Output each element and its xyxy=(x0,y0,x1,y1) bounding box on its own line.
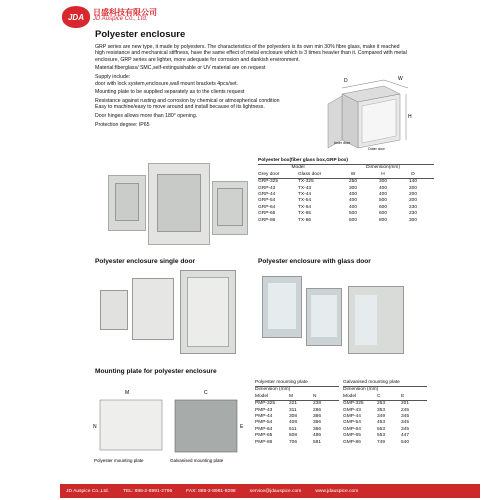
section-mounting-plate: Mounting plate for polyester enclosure xyxy=(95,368,217,375)
table-cell: 201 xyxy=(401,401,410,407)
caption-galvanised-plate: Galvanised mounting plate xyxy=(170,458,224,463)
label-m: M xyxy=(125,390,130,396)
table-cell: GRP-43 xyxy=(258,185,276,191)
table-cell: 386 xyxy=(313,414,322,420)
table-cell: 500 xyxy=(348,211,357,217)
table-cell: 553 xyxy=(377,433,386,439)
table-cell: PMP-325 xyxy=(255,401,275,407)
company-name-cn: 日盛科技有限公司 xyxy=(93,8,157,17)
table-subheader-row: Grey door Glass door W H D xyxy=(258,172,434,179)
table-cell: GRP-65 xyxy=(258,211,276,217)
table-row xyxy=(343,440,427,446)
table-title: Polyester box(fiber glass box,GRP box) xyxy=(258,158,434,165)
table-cell: 553 xyxy=(377,426,386,432)
enclosure-photo-3 xyxy=(212,181,248,235)
table-cell: 200 xyxy=(408,192,417,198)
table-cell: 400 xyxy=(348,192,357,198)
table-cell: PMP-65 xyxy=(255,433,273,439)
galvanised-plate xyxy=(175,400,237,452)
table-cell: 238 xyxy=(313,401,322,407)
table-cell: 540 xyxy=(401,439,410,445)
label-d: D xyxy=(344,78,348,84)
table-cell: 486 xyxy=(313,433,322,439)
enclosure-photo-1 xyxy=(108,175,146,231)
table-cell: 581 xyxy=(313,439,322,445)
table-row xyxy=(255,440,339,446)
table-cell: GMP-43 xyxy=(343,407,361,413)
table-cell: TX-325 xyxy=(298,179,314,185)
section-single-door: Polyester enclosure single door xyxy=(95,258,196,265)
caption-polyester-plate: Polyester mounting plate xyxy=(94,458,144,463)
table-cell: 511 xyxy=(289,426,297,432)
footer-fax: FAX: 886-2-8991-9298 xyxy=(186,488,236,494)
table-cell: 386 xyxy=(313,426,322,432)
table-cell: 386 xyxy=(313,420,322,426)
footer-company: JD Auspice Co.,Ltd. xyxy=(66,488,109,494)
label-h: H xyxy=(408,114,412,120)
table-cell: 230 xyxy=(408,211,417,217)
footer-tel: TEL: 886-2-8991-2796 xyxy=(122,488,173,494)
company-logo: JDA xyxy=(62,6,90,28)
table-cell: TX-65 xyxy=(298,211,312,217)
table2-header-row: Model M N xyxy=(255,394,339,401)
table-cell: PMP-86 xyxy=(255,439,273,445)
table-cell: 263 xyxy=(377,401,386,407)
table-cell: PMP-44 xyxy=(255,414,273,420)
table-cell: GRP-54 xyxy=(258,198,276,204)
table-cell: GMP-86 xyxy=(343,439,361,445)
table-cell: GMP-65 xyxy=(343,433,361,439)
table-cell: 749 xyxy=(377,439,386,445)
table-cell: PMP-54 xyxy=(255,420,273,426)
table-cell: 300 xyxy=(348,185,357,191)
footer-email[interactable]: service@jdauspice.com xyxy=(249,488,302,494)
table-cell: 349 xyxy=(377,414,386,420)
table-cell: TX-64 xyxy=(298,204,312,210)
glass-door-photo-group xyxy=(262,272,407,362)
table-cell: TX-86 xyxy=(298,217,312,223)
table-cell: 408 xyxy=(289,420,298,426)
intro-paragraph: GRP series are new type, it made by polyesters. The characteristics of the polyesters is its own min 30% fibre glass, make it reached high resistance and mechanical stiffness, have the same effect of metal enclosure which is 3 times heavier than it. Compared with metal enclosure, GRP series are lighter, more adequate for corrosion and dankish environment. xyxy=(95,44,407,63)
intro-resistance: Resistance against rusting and corrosion by chemical or atmospherical condition Easy to machine/easy to move around and install because of its lightness. xyxy=(95,98,280,111)
table-cell: 311 xyxy=(289,407,297,413)
table-cell: 706 xyxy=(289,439,298,445)
footer-web[interactable]: www.jdauspice.com xyxy=(315,488,359,494)
label-n: N xyxy=(93,424,97,430)
table-cell: 300 xyxy=(408,217,417,223)
page-title: Polyester enclosure xyxy=(95,29,186,40)
intro-supply: door with lock system,enclosure,wall mount brackets 4pcs/set. xyxy=(95,80,239,87)
table-cell: GMP-325 xyxy=(343,401,364,407)
label-e: E xyxy=(240,424,244,430)
galvanised-plate-table: Galvanised mounting plate Dimension (mm) Model C E GMP-325 263 201 GMP-43 353 245 GMP-44 349 345 GMP-54 453 345 GMP-64 553 345 GMP-65 553 447 GMP-86 749 540 xyxy=(343,380,427,446)
enclosure-dimension-diagram xyxy=(322,66,442,156)
table-cell: GMP-54 xyxy=(343,420,361,426)
table-cell: 453 xyxy=(377,420,386,426)
footer-bar xyxy=(60,484,480,498)
table-cell: 353 xyxy=(377,407,386,413)
table-cell: GRP-325 xyxy=(258,179,278,185)
polyester-plate-table: Polyester mounting plate Dimension (mm) Model M N PMP-325 221 238 PMP-43 311 286 PMP-44 308 386 PMP-54 408 386 PMP-64 511 386 PMP-65 508 486 PMP-86 706 581 xyxy=(255,380,339,446)
table-cell: TX-44 xyxy=(298,192,312,198)
label-c: C xyxy=(204,390,208,396)
table-cell: 200 xyxy=(408,198,417,204)
table-cell: 230 xyxy=(408,204,417,210)
table-cell: 447 xyxy=(401,433,410,439)
table-cell: 345 xyxy=(401,426,410,432)
table-cell: 400 xyxy=(378,192,387,198)
table-cell: GRP-44 xyxy=(258,192,276,198)
table-cell: 300 xyxy=(378,179,387,185)
table-cell: GMP-64 xyxy=(343,426,361,432)
polyester-plate xyxy=(100,400,162,450)
intro-hinges: Door hinges allows more than 180° opening. xyxy=(95,113,198,120)
polyester-box-table xyxy=(258,158,434,224)
enclosure-photo-group xyxy=(100,163,250,251)
table-cell: 200 xyxy=(408,185,417,191)
intro-material: Material:fiberglass/ SMC,self-extinguishable or UV material are on request xyxy=(95,65,266,72)
enclosure-photo-2 xyxy=(148,163,210,245)
table-cell: GMP-44 xyxy=(343,414,361,420)
intro-protection: Protection degree: IP65 xyxy=(95,121,150,128)
table-cell: 345 xyxy=(401,420,410,426)
table-cell: PMP-64 xyxy=(255,426,273,432)
table-cell: GRP-64 xyxy=(258,204,276,210)
table-cell: TX-43 xyxy=(298,185,312,191)
table-cell: 500 xyxy=(378,198,387,204)
section-glass-door: Polyester enclosure with glass door xyxy=(258,258,371,265)
table-cell: GRP-86 xyxy=(258,217,276,223)
table-cell: 600 xyxy=(378,211,387,217)
label-outer-door: Outer door xyxy=(368,147,385,151)
intro-supply-label: Supply include: xyxy=(95,73,131,80)
table-cell: 800 xyxy=(378,217,387,223)
table-cell: 600 xyxy=(378,204,387,210)
intro-mounting: Mounting plate to be supplied separately as to the clients request xyxy=(95,89,245,96)
table-cell: PMP-43 xyxy=(255,407,273,413)
table-cell: 221 xyxy=(289,401,298,407)
table-cell: 140 xyxy=(408,179,417,185)
table-cell: 308 xyxy=(289,414,298,420)
table-cell: 400 xyxy=(348,204,357,210)
table-header-row: Model Dimension(mm) xyxy=(291,165,400,171)
table-cell: 600 xyxy=(348,217,357,223)
table-cell: 245 xyxy=(401,407,410,413)
label-w: W xyxy=(398,76,403,82)
table-row xyxy=(258,218,434,224)
table-cell: 400 xyxy=(378,185,387,191)
single-door-photo-group xyxy=(100,270,240,360)
table-cell: 250 xyxy=(348,179,357,185)
mounting-plate-diagram xyxy=(92,382,252,472)
table-cell: 286 xyxy=(313,407,322,413)
company-name-en: JD Auspice Co., Ltd. xyxy=(93,16,148,22)
table-cell: 345 xyxy=(401,414,410,420)
table3-header-row: Model C E xyxy=(343,394,427,401)
table-cell: 400 xyxy=(348,198,357,204)
table-cell: TX-54 xyxy=(298,198,312,204)
label-inner-door: Inner door xyxy=(334,141,350,145)
table-cell: 508 xyxy=(289,433,298,439)
